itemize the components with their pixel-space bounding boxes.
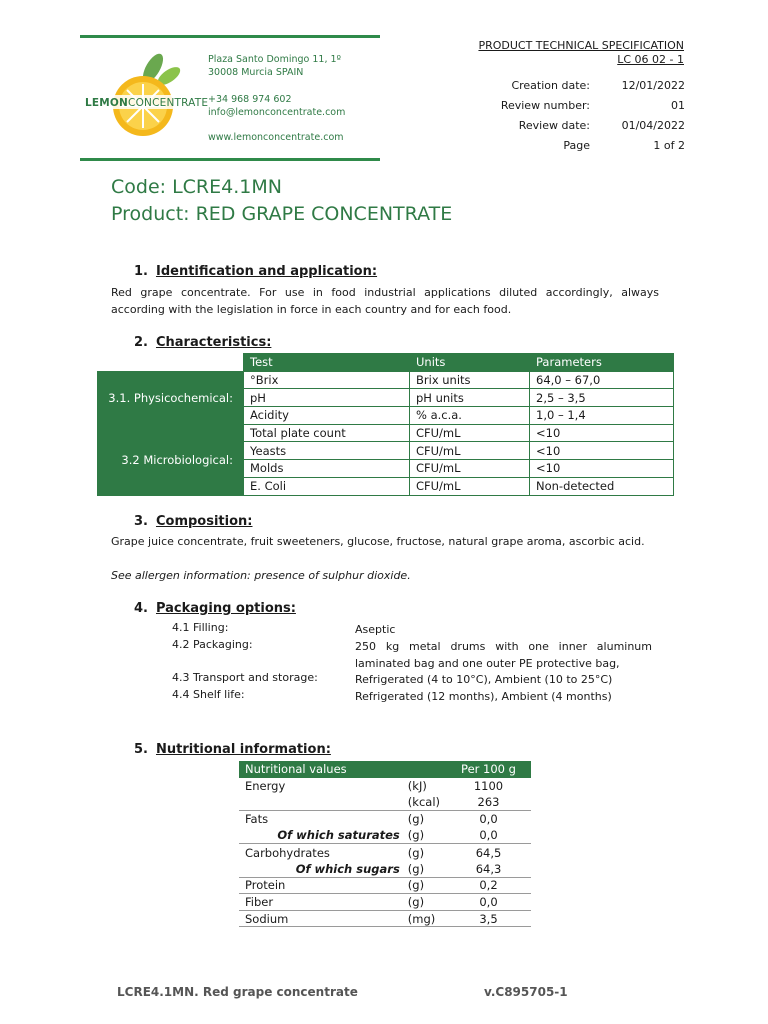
table-row: Of which sugars (g) 64,3 [239, 861, 531, 878]
header-top-rule [80, 35, 380, 38]
brand-name: LEMONCONCENTRATE [85, 97, 209, 109]
packaging-value-transport: Refrigerated (4 to 10°C), Ambient (10 to 25°C) [355, 673, 613, 686]
packaging-value-filling: Aseptic [355, 623, 396, 636]
group-microbiological: 3.2 Microbiological: [98, 424, 244, 495]
table-row: Sodium (mg) 3,5 [239, 910, 531, 927]
spec-code: LC 06 02 - 1 [617, 53, 684, 66]
table-row: Molds CFU/mL <10 [98, 460, 674, 478]
meta-value: 01 [671, 99, 685, 112]
product-code: Code: LCRE4.1MN [111, 176, 282, 198]
section-identification-heading: 1. Identification and application: [134, 264, 378, 279]
product-name: Product: RED GRAPE CONCENTRATE [111, 203, 453, 225]
group-physicochemical: 3.1. Physicochemical: [98, 371, 244, 424]
meta-page [440, 139, 685, 155]
meta-label: Creation date: [511, 79, 590, 92]
header-bottom-rule [80, 158, 380, 161]
meta-value: 01/04/2022 [621, 119, 685, 132]
table-row: 3.2 Microbiological: Total plate count CFU/mL <10 [98, 424, 674, 442]
meta-value: 1 of 2 [653, 139, 685, 152]
col-test: Test [244, 354, 410, 372]
allergen-text: See allergen information: presence of sulphur dioxide. [111, 569, 411, 582]
table-row: Carbohydrates (g) 64,5 [245, 845, 502, 860]
table-row: E. Coli CFU/mL Non-detected [98, 477, 674, 495]
characteristics-table [97, 353, 674, 496]
section-characteristics-heading: 2. Characteristics: [134, 335, 272, 350]
meta-review-number [440, 99, 685, 115]
col-units: Units [410, 354, 530, 372]
table-row: Protein (g) 0,2 [239, 877, 531, 894]
footer-document-name: LCRE4.1MN. Red grape concentrate [117, 985, 358, 999]
lemon-logo-icon [85, 48, 200, 143]
nutrition-table [239, 761, 531, 927]
meta-creation-date [440, 79, 685, 95]
table-row: Of which saturates (g) 0,0 [239, 827, 531, 844]
col-parameters: Parameters [530, 354, 674, 372]
section-composition-heading: 3. Composition: [134, 514, 253, 529]
table-row: (kcal) 263 [239, 794, 531, 811]
table-header-row [239, 761, 531, 778]
composition-text: Grape juice concentrate, fruit sweeteners, glucose, fructose, natural grape aroma, ascorbic acid. [111, 535, 645, 548]
packaging-value-packaging: 250 kg metal drums with one inner aluminum laminated bag and one outer PE protective bag, [355, 640, 652, 670]
table-row: Acidity % a.c.a. 1,0 – 1,4 [98, 407, 674, 425]
meta-value: 12/01/2022 [621, 79, 685, 92]
col-nutritional-values: Nutritional values [239, 761, 446, 778]
table-header-row [98, 354, 674, 372]
packaging-label-packaging: 4.2 Packaging: [172, 638, 253, 651]
table-row: Fats (g) 0,0 [245, 812, 498, 827]
identification-text: Red grape concentrate. For use in food industrial applications diluted accordingly, always according with the legislation in force in each country and for each food. [111, 286, 659, 316]
section-nutrition-heading: 5. Nutritional information: [134, 742, 331, 757]
table-row: Yeasts CFU/mL <10 [98, 442, 674, 460]
table-row: 3.1. Physicochemical: °Brix Brix units 64,0 – 67,0 [98, 371, 674, 389]
packaging-label-transport: 4.3 Transport and storage: [172, 671, 318, 684]
col-per-100g: Per 100 g [446, 761, 531, 778]
spec-title: PRODUCT TECHNICAL SPECIFICATION [478, 39, 684, 52]
footer-version: v.C895705-1 [484, 985, 568, 999]
meta-label: Review date: [518, 119, 590, 132]
website[interactable]: www.lemonconcentrate.com [208, 132, 344, 143]
packaging-value-shelf-life: Refrigerated (12 months), Ambient (4 months) [355, 690, 612, 703]
table-row: Energy (kJ) 1100 [245, 778, 504, 793]
meta-label: Page [563, 139, 590, 152]
table-row: pH pH units 2,5 – 3,5 [98, 389, 674, 407]
table-row: Fiber (g) 0,0 [239, 894, 531, 911]
meta-review-date [440, 119, 685, 135]
section-packaging-heading: 4. Packaging options: [134, 601, 296, 616]
packaging-label-filling: 4.1 Filling: [172, 621, 229, 634]
email[interactable]: info@lemonconcentrate.com [208, 107, 346, 118]
address-line-2: 30008 Murcia SPAIN [208, 67, 304, 78]
company-logo [85, 48, 209, 143]
meta-label: Review number: [500, 99, 590, 112]
packaging-label-shelf-life: 4.4 Shelf life: [172, 688, 245, 701]
phone: +34 968 974 602 [208, 94, 292, 105]
address-line-1: Plaza Santo Domingo 11, 1º [208, 54, 341, 65]
